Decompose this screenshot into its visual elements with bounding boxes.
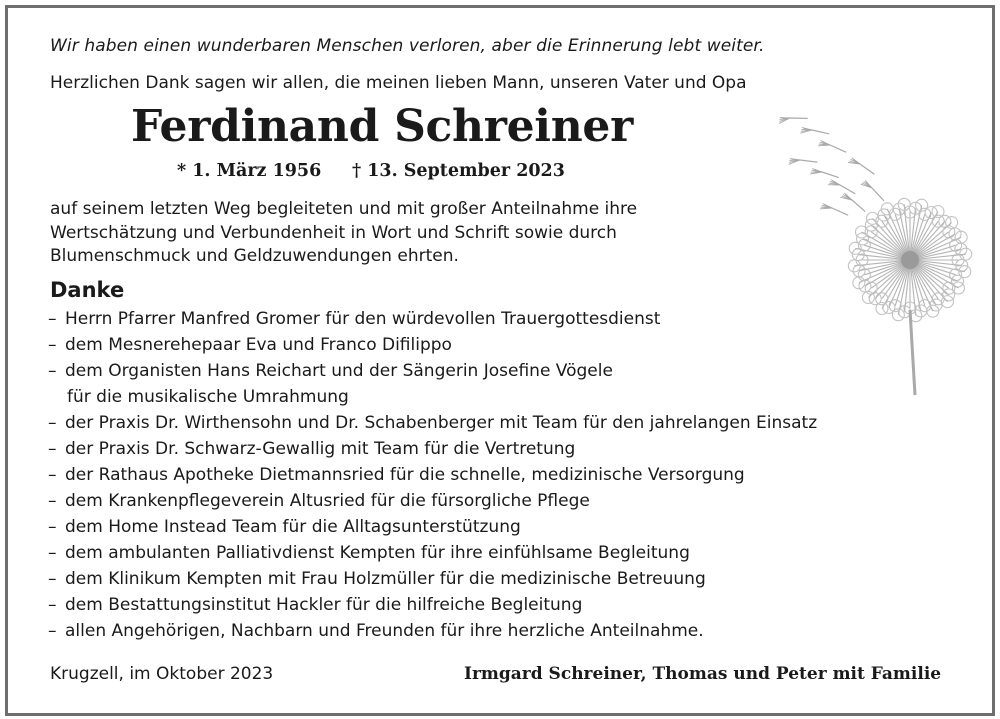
- list-item: [48, 514, 817, 540]
- list-item-text: dem ambulanten Palliativdienst Kempten für ihre einfühlsame Begleitung: [65, 543, 690, 563]
- dandelion-icon: [760, 100, 980, 400]
- list-dash: –: [48, 309, 57, 329]
- list-item: [48, 332, 817, 358]
- motto: Wir haben einen wunderbaren Menschen verloren, aber die Erinnerung lebt weiter.: [50, 36, 765, 56]
- list-dash: –: [48, 543, 57, 563]
- list-item-text: dem Krankenpflegeverein Altusried für die fürsorgliche Pflege: [65, 491, 590, 511]
- list-item: [48, 566, 817, 592]
- list-item-text: der Praxis Dr. Wirthensohn und Dr. Schabenberger mit Team für den jahrelangen Einsatz: [65, 413, 818, 433]
- list-item-text: der Praxis Dr. Schwarz-Gewallig mit Team für die Vertretung: [65, 439, 576, 459]
- signature: Irmgard Schreiner, Thomas und Peter mit Familie: [464, 664, 942, 684]
- paragraph-line: Blumenschmuck und Geldzuwendungen ehrten.: [50, 246, 459, 266]
- list-item-text: Herrn Pfarrer Manfred Gromer für den würdevollen Trauergottesdienst: [65, 309, 661, 329]
- death-date: † 13. September 2023: [352, 161, 565, 181]
- list-item: [48, 540, 817, 566]
- list-item-text: dem Organisten Hans Reichart und der Sängerin Josefine Vögele: [65, 361, 613, 381]
- list-dash: –: [48, 335, 57, 355]
- list-item: [48, 462, 817, 488]
- thanks-title: Danke: [50, 278, 125, 302]
- list-dash: –: [48, 439, 57, 459]
- list-item: [48, 436, 817, 462]
- list-dash: –: [48, 517, 57, 537]
- thanks-list: [48, 306, 817, 644]
- paragraph-line: Wertschätzung und Verbundenheit in Wort und Schrift sowie durch: [50, 222, 617, 243]
- birth-date: * 1. März 1956: [177, 161, 322, 181]
- list-item-continuation: für die musikalische Umrahmung: [67, 387, 349, 407]
- list-item-text: dem Bestattungsinstitut Hackler für die hilfreiche Begleitung: [65, 595, 583, 615]
- list-dash: –: [48, 569, 57, 589]
- list-item: [48, 488, 817, 514]
- list-item: [48, 592, 817, 618]
- place-date: Krugzell, im Oktober 2023: [50, 664, 274, 684]
- list-item: [48, 358, 817, 410]
- list-dash: –: [48, 621, 57, 641]
- deceased-name: Ferdinand Schreiner: [131, 101, 633, 152]
- list-item-text: dem Klinikum Kempten mit Frau Holzmüller für die medizinische Betreuung: [65, 569, 706, 589]
- list-dash: –: [48, 361, 57, 381]
- intro-text: Herzlichen Dank sagen wir allen, die meinen lieben Mann, unseren Vater und Opa: [50, 73, 747, 93]
- list-dash: –: [48, 413, 57, 433]
- list-item-text: dem Home Instead Team für die Alltagsunterstützung: [65, 517, 521, 537]
- list-item: [48, 410, 817, 436]
- paragraph-line: auf seinem letzten Weg begleiteten und mit großer Anteilnahme ihre: [50, 199, 638, 219]
- list-item-text: der Rathaus Apotheke Dietmannsried für die schnelle, medizinische Versorgung: [65, 465, 745, 485]
- list-item-text: allen Angehörigen, Nachbarn und Freunden für ihre herzliche Anteilnahme.: [65, 621, 704, 641]
- list-item: [48, 306, 817, 332]
- list-dash: –: [48, 465, 57, 485]
- list-item-text: dem Mesnerehepaar Eva und Franco Difilippo: [65, 335, 452, 355]
- list-item: [48, 618, 817, 644]
- list-dash: –: [48, 491, 57, 511]
- thanks-paragraph: [50, 198, 637, 269]
- list-dash: –: [48, 595, 57, 615]
